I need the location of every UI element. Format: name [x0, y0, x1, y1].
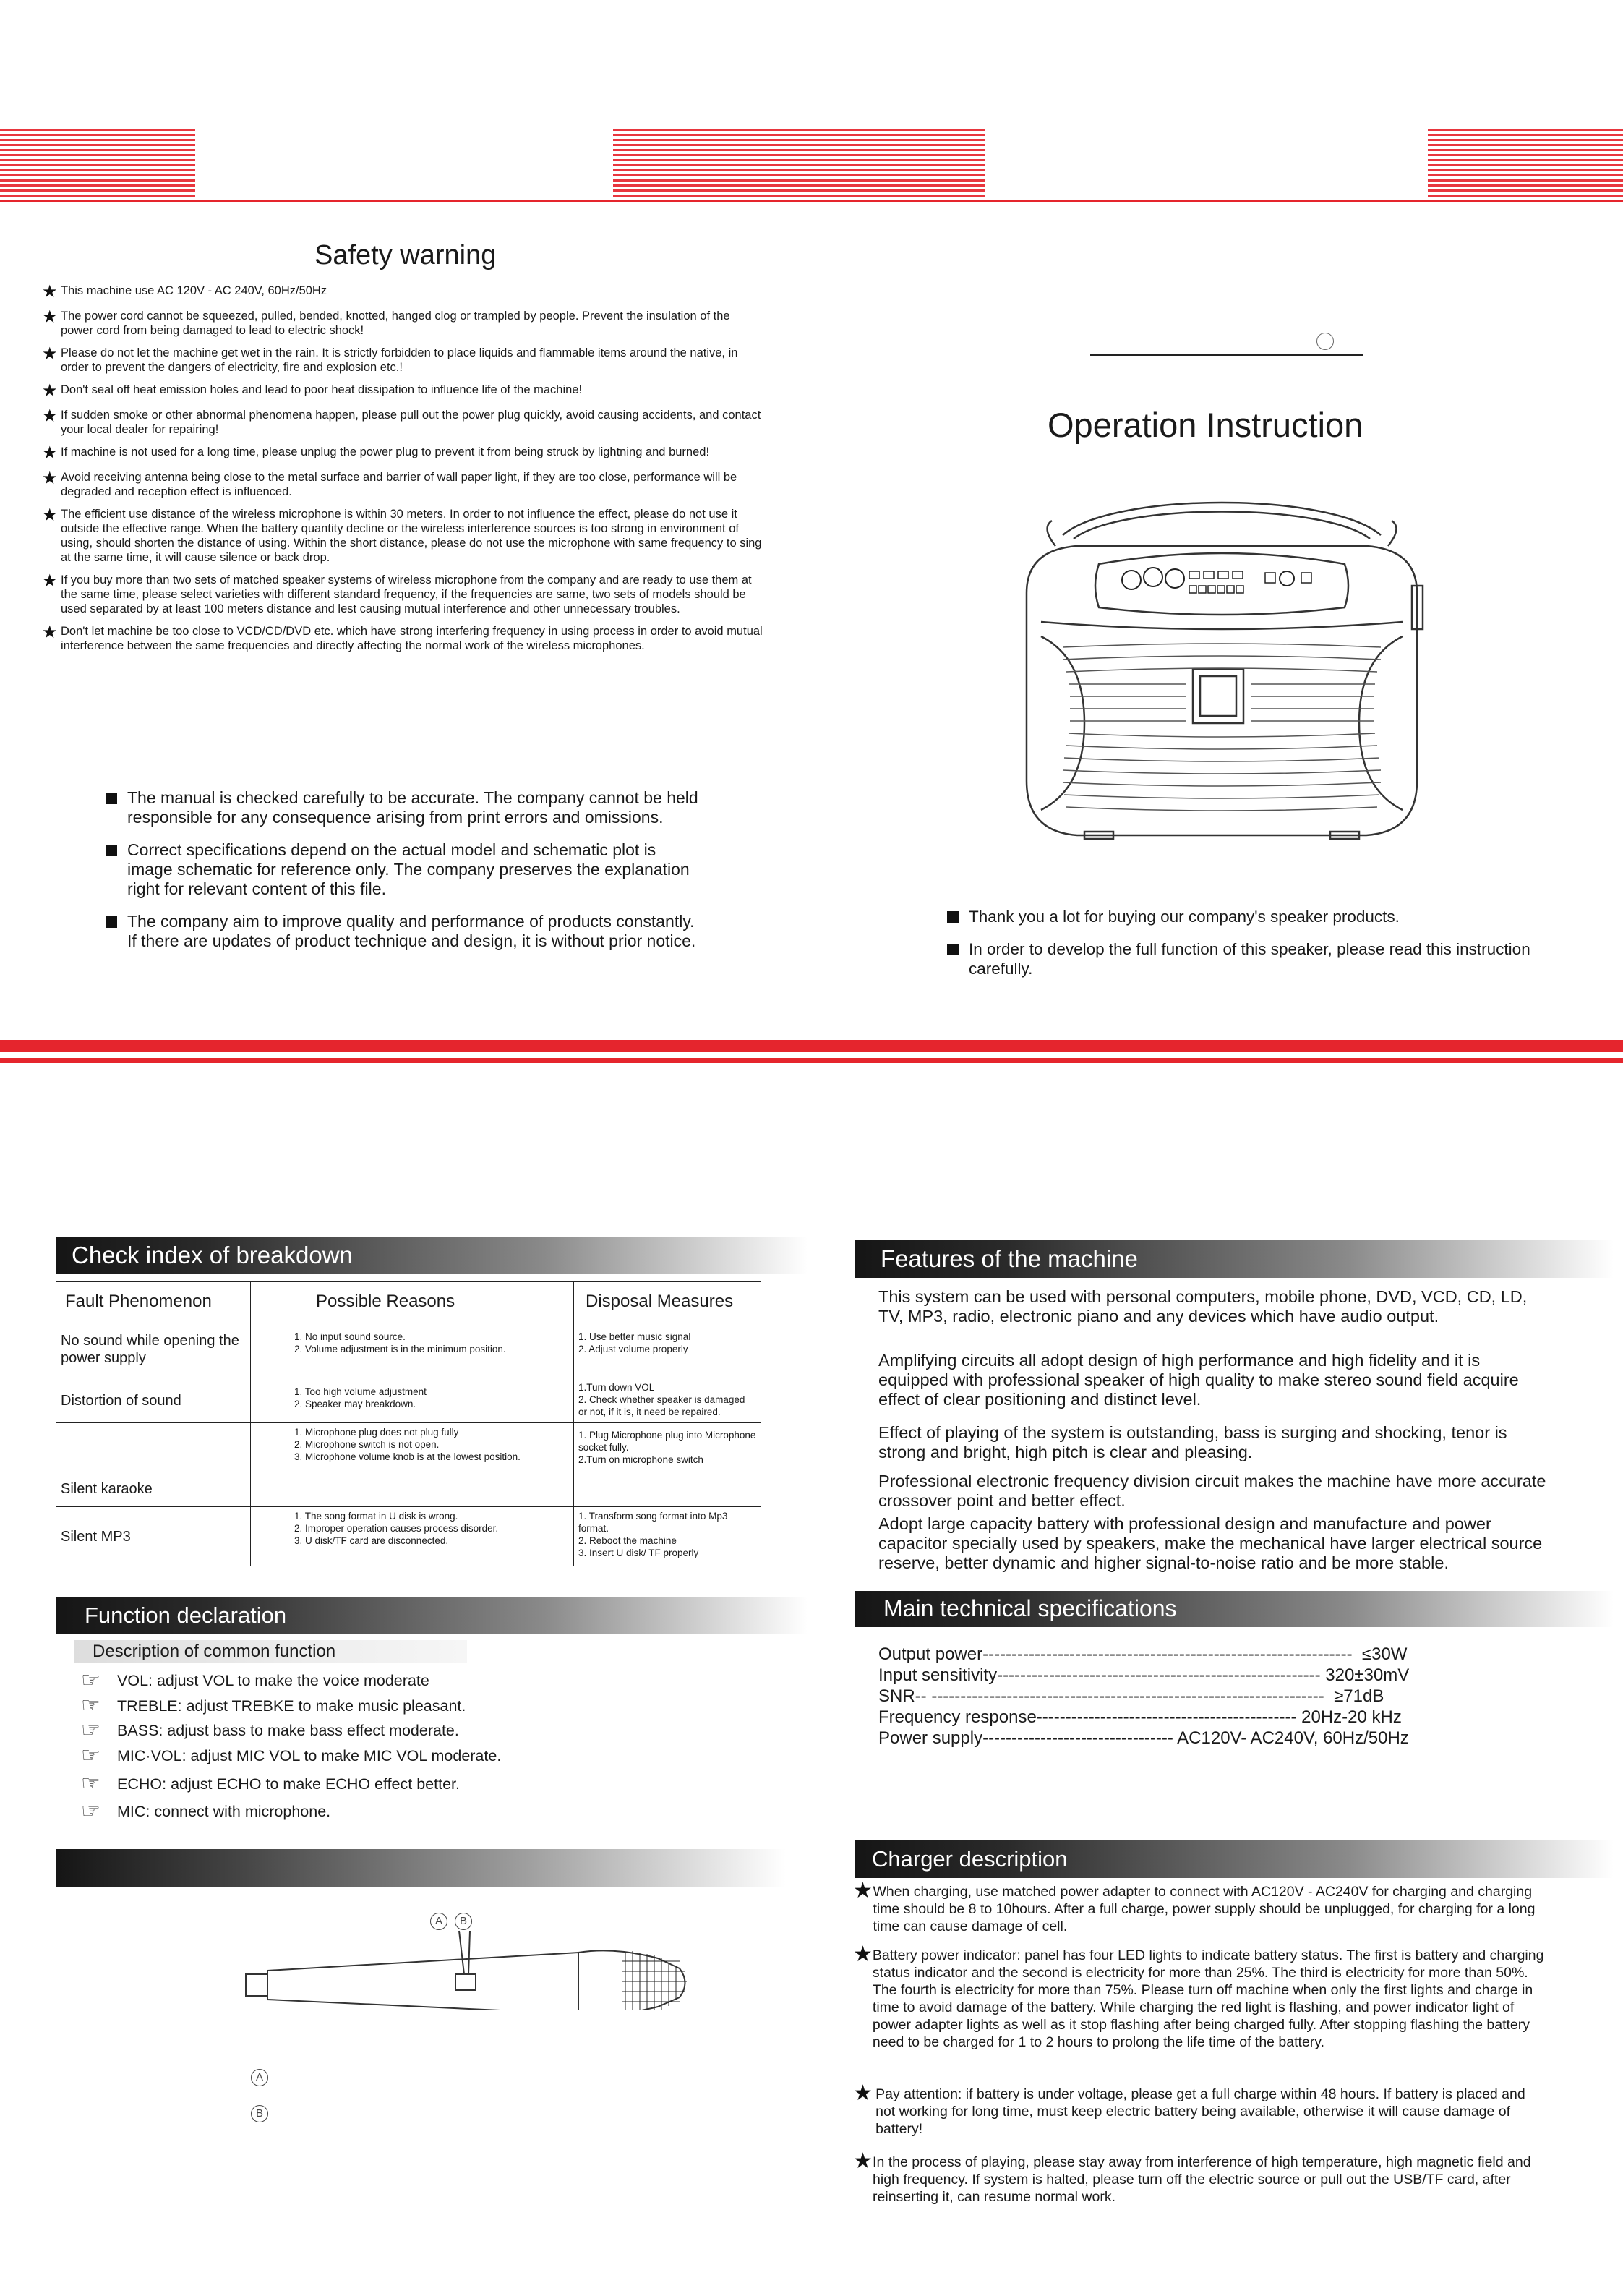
table-row: Silent karaoke 1. Microphone plug does not plug fully 2. Microphone switch is not open. 3. Microphone volume knob is at the lowest position. 1. Plug Microphone plug into Microphone socket fully. 2.Turn on microphone switch — [56, 1423, 761, 1507]
thanks-item: In order to develop the full function of this speaker, please read this instruction carefully. — [947, 939, 1547, 978]
star-icon: ★ — [42, 381, 58, 401]
header-stripes-left — [0, 129, 195, 198]
charger-item: ★ Battery power indicator: panel has four LED lights to indicate battery status. The first is battery and charging status indicator and the second is electricity for more than 25%. The third is electricity for more than 50%. The fourth is electricity for more than 75%. Please turn off machine when only the first lights and charge in time to avoid damage of the battery. While charging the red light is flashing, and power indicator light of power adapter lights as well as it stop flashing after being charged fully. After stopping flashing the battery need to be charged for 1 to 2 hours to prolong the life time of the battery. — [853, 1942, 1544, 2050]
header-stripes-right — [1428, 129, 1623, 198]
safety-item: ★ Avoid receiving antenna being close to the metal surface and barrier of wall paper light, if they are too close, performance will be degraded and reception effect is influenced. — [42, 469, 737, 498]
star-icon: ★ — [42, 469, 58, 488]
notes-list — [106, 788, 698, 964]
mic-section-bar — [56, 1849, 786, 1887]
logo-circle-icon — [1316, 333, 1334, 350]
safety-item: ★ Don't let machine be too close to VCD/CD/DVD etc. which have strong interfering frequency in using process in order to avoid mutual interference between the same frequencies and directly affecting the normal work of the wireless microphones. — [42, 623, 763, 652]
table-header-row — [56, 1282, 761, 1320]
specs-header: Main technical specifications — [855, 1591, 1614, 1627]
mic-label-b: B — [251, 2105, 268, 2122]
spec-line: Input sensitivity-------------------------------------------------------- 320±30mV — [878, 1665, 1410, 1685]
col-measures-header: Disposal Measures — [574, 1282, 761, 1320]
mic-label-a-top: A — [430, 1913, 447, 1930]
thanks-list — [947, 907, 1547, 991]
spec-line: SNR-- -------------------------------------------------------------------- ≥71dB — [878, 1686, 1384, 1706]
star-icon: ★ — [853, 1879, 873, 1903]
col-reasons-header: Possible Reasons — [251, 1282, 574, 1320]
star-icon: ★ — [42, 505, 58, 525]
function-item: ☞ MIC·VOL: adjust MIC VOL to make MIC VOL moderate. — [81, 1744, 502, 1767]
function-item: ☞ TREBLE: adjust TREBKE to make music pleasant. — [81, 1694, 466, 1717]
charger-item: ★ Pay attention: if battery is under voltage, please get a full charge within 48 hours. If battery is placed and not working for long time, must keep electric battery being available, otherwise it will cause damage of battery! — [853, 2081, 1525, 2137]
function-header: Function declaration — [56, 1597, 808, 1634]
note-item: Correct specifications depend on the actual model and schematic plot is image schematic for reference only. The company preserves the explanation right for relevant content of this file. — [106, 840, 698, 899]
charger-item: ★ When charging, use matched power adapter to connect with AC120V - AC240V for charging and charging time should be 8 to 10hours. After a full charge, power supply should be unplugged, for charging for a long time can cause damage of cell. — [853, 1879, 1536, 1934]
square-bullet-icon — [947, 911, 959, 923]
star-icon: ★ — [42, 443, 58, 463]
safety-title: Safety warning — [314, 240, 497, 270]
safety-item: ★ If you buy more than two sets of matched speaker systems of wireless microphone from the company and are ready to use them at the same time, please select varieties with different standard frequency, if the frequencies are same, two sets of models should be used separated by at least 100 meters distance and lest causing mutual interference and other unnecessary troubles. — [42, 571, 752, 615]
mic-label-a: A — [251, 2069, 268, 2086]
square-bullet-icon — [106, 916, 117, 928]
star-icon: ★ — [853, 2081, 873, 2105]
feature-paragraph: Effect of playing of the system is outstanding, bass is surging and shocking, tenor is strong and bright, high pitch is clear and pleasing. — [878, 1423, 1507, 1461]
safety-item: ★ This machine use AC 120V - AC 240V, 60Hz/50Hz — [42, 282, 327, 302]
speaker-illustration — [1012, 492, 1431, 846]
star-icon: ★ — [42, 344, 58, 364]
feature-paragraph: Professional electronic frequency division circuit makes the machine have more accurate crossover point and better effect. — [878, 1472, 1546, 1510]
function-item: ☞ VOL: adjust VOL to make the voice moderate — [81, 1668, 429, 1692]
charger-item: ★ In the process of playing, please stay away from interference of high temperature, high magnetic field and high frequency. If system is halted, please turn off the electric source or pull out the USB/TF card, after reinserting it, can resume normal work. — [853, 2149, 1531, 2205]
header-red-line — [0, 200, 1623, 202]
breakdown-header: Check index of breakdown — [56, 1237, 808, 1274]
spec-line: Power supply--------------------------------- AC120V- AC240V, 60Hz/50Hz — [878, 1728, 1409, 1748]
function-subtitle: Description of common function — [74, 1640, 467, 1663]
feature-paragraph: Adopt large capacity battery with professional design and manufacture and power capacitor specially used by speakers, make the mechanical have larger electrical source reserve, better dynamic and higher signal-to-noise ratio and be more stable. — [878, 1514, 1543, 1572]
square-bullet-icon — [106, 845, 117, 856]
features-header: Features of the machine — [855, 1240, 1614, 1278]
square-bullet-icon — [106, 793, 117, 804]
table-row: Distortion of sound 1. Too high volume adjustment 2. Speaker may breakdown. 1.Turn down VOL 2. Check whether speaker is damaged or not, if it is, it need be repaired. — [56, 1378, 761, 1423]
cover-title-line — [1090, 354, 1363, 356]
function-item: ☞ MIC: connect with microphone. — [81, 1799, 331, 1823]
safety-list — [42, 283, 765, 661]
middle-red-band-top — [0, 1040, 1623, 1052]
safety-item: ★ If sudden smoke or other abnormal phenomena happen, please pull out the power plug quickly, avoid causing accidents, and contact your local dealer for repairing! — [42, 406, 761, 436]
safety-item: ★ Don't seal off heat emission holes and lead to poor heat dissipation to influence life of the machine! — [42, 381, 583, 401]
pointing-hand-icon: ☞ — [81, 1744, 100, 1767]
mic-label-b-top: B — [455, 1913, 472, 1930]
middle-red-band-bottom — [0, 1058, 1623, 1063]
feature-paragraph: This system can be used with personal computers, mobile phone, DVD, VCD, CD, LD, TV, MP3, radio, electronic piano and any devices which have audio output. — [878, 1287, 1528, 1326]
star-icon: ★ — [853, 1942, 873, 1966]
pointing-hand-icon: ☞ — [81, 1668, 100, 1692]
note-item: The manual is checked carefully to be accurate. The company cannot be held responsible for any consequence arising from print errors and omissions. — [106, 788, 698, 827]
star-icon: ★ — [42, 282, 58, 302]
safety-item: ★ The power cord cannot be squeezed, pulled, bended, knotted, hanged clog or trampled by people. Prevent the insulation of the power cord from being damaged to lead to electric shock! — [42, 307, 730, 337]
star-icon: ★ — [42, 406, 58, 426]
breakdown-table — [56, 1281, 761, 1566]
function-item: ☞ ECHO: adjust ECHO to make ECHO effect better. — [81, 1772, 460, 1796]
charger-header: Charger description — [855, 1840, 1614, 1878]
safety-item: ★ The efficient use distance of the wireless microphone is within 30 meters. In order to not influence the effect, please do not use it outside the effective range. When the battery quantity decline or the wireless interference sources is too strong in environment of using, should shorten the distance of using. Within the short distance, please do not use the microphone with same frequency to sing at the same time, it will cause silence or back drop. — [42, 505, 762, 564]
table-row: No sound while opening the power supply 1. No input sound source. 2. Volume adjustment is in the minimum position. 1. Use better music signal 2. Adjust volume properly — [56, 1320, 761, 1378]
col-fault-header: Fault Phenomenon — [56, 1282, 251, 1320]
safety-item: ★ If machine is not used for a long time, please unplug the power plug to prevent it from being struck by lightning and burned! — [42, 443, 710, 463]
star-icon: ★ — [42, 307, 58, 327]
function-item: ☞ BASS: adjust bass to make bass effect moderate. — [81, 1718, 459, 1742]
feature-paragraph: Amplifying circuits all adopt design of high performance and high fidelity and it is equipped with professional speaker of high quality to make stereo sound field acquire effect of clear positioning and distinct level. — [878, 1351, 1519, 1409]
note-item: The company aim to improve quality and performance of products constantly. If there are updates of product technique and design, it is without prior notice. — [106, 912, 698, 951]
cover-title: Operation Instruction — [1048, 406, 1363, 444]
header-stripes-center — [613, 129, 985, 198]
table-row: Silent MP3 1. The song format in U disk is wrong. 2. Improper operation causes process disorder. 3. U disk/TF card are disconnected. 1. Transform song format into Mp3 format. 2. Reboot the machine 3. Insert U disk/ TF properly — [56, 1507, 761, 1566]
star-icon: ★ — [42, 623, 58, 642]
square-bullet-icon — [947, 944, 959, 955]
pointing-hand-icon: ☞ — [81, 1694, 100, 1717]
pointing-hand-icon: ☞ — [81, 1772, 100, 1796]
pointing-hand-icon: ☞ — [81, 1799, 100, 1823]
thanks-item: Thank you a lot for buying our company's speaker products. — [947, 907, 1547, 926]
spec-line: Frequency response--------------------------------------------- 20Hz-20 kHz — [878, 1707, 1402, 1727]
safety-item: ★ Please do not let the machine get wet in the rain. It is strictly forbidden to place liquids and flammable items around the native, in order to prevent the dangers of electricity, fire and explosion etc.! — [42, 344, 738, 374]
star-icon: ★ — [853, 2149, 873, 2173]
pointing-hand-icon: ☞ — [81, 1718, 100, 1742]
star-icon: ★ — [42, 571, 58, 591]
spec-line: Output power---------------------------------------------------------------- ≤30W — [878, 1644, 1408, 1664]
